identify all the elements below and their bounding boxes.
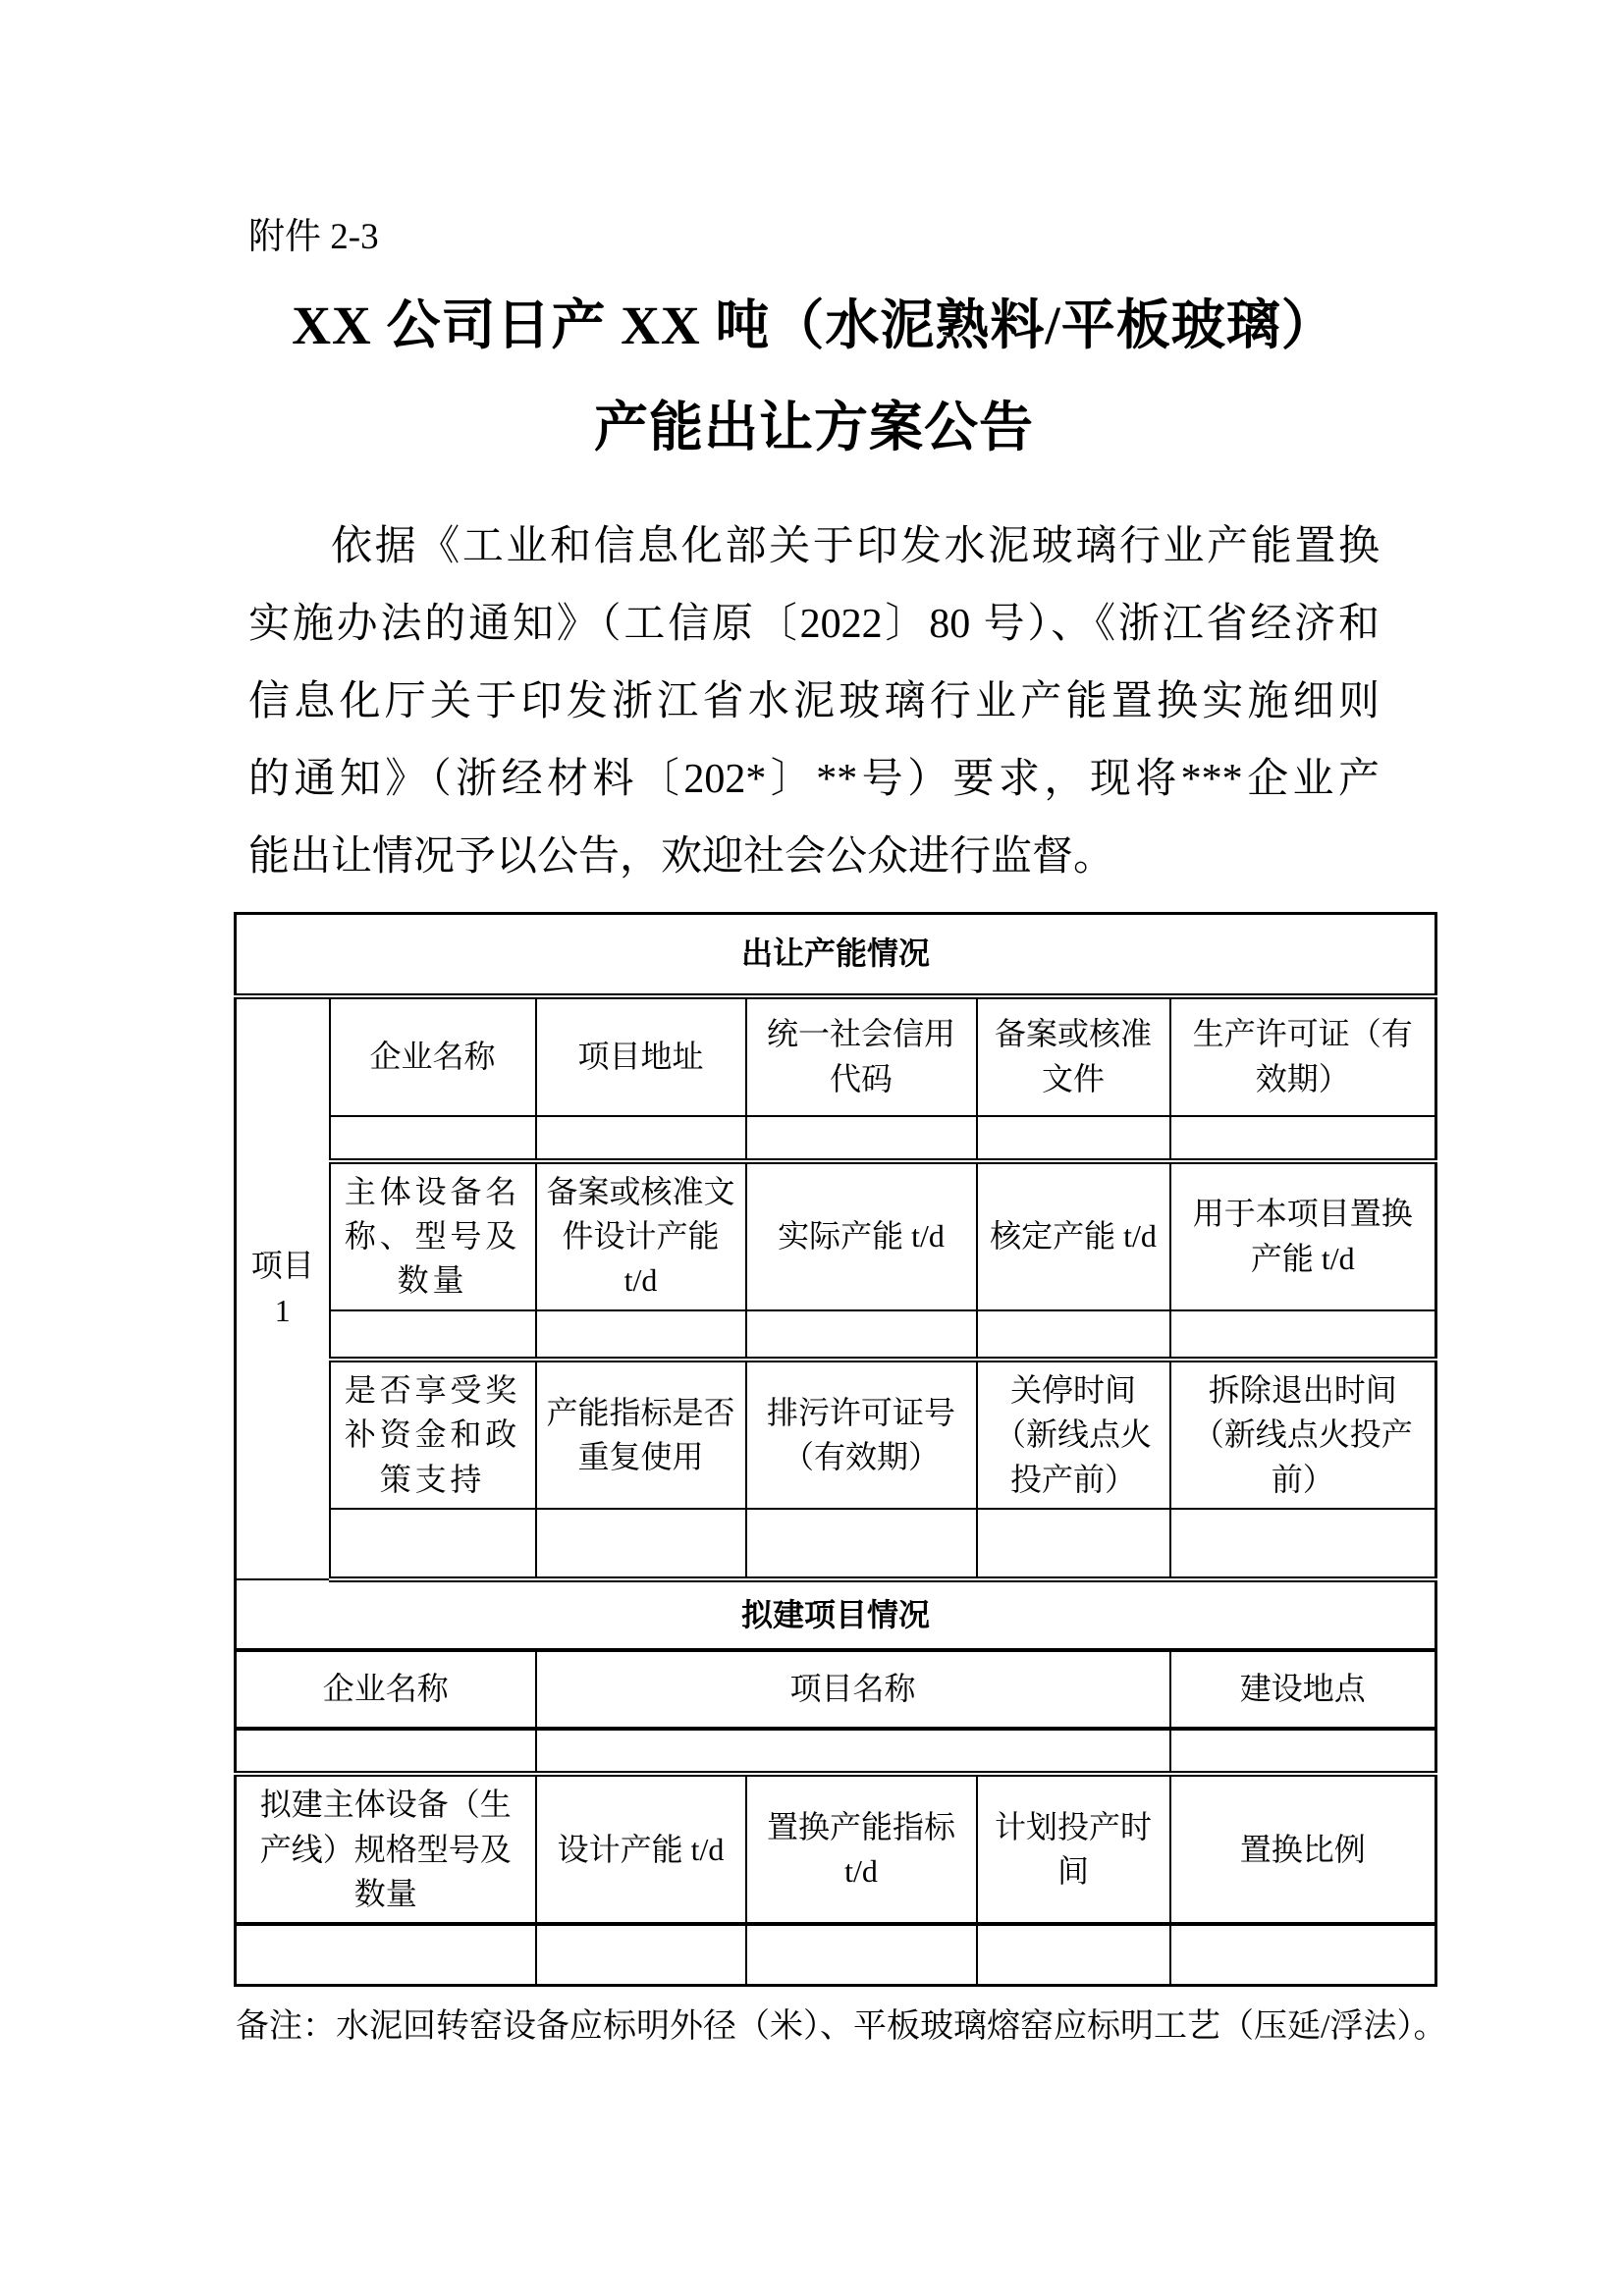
section1-header-row-1 [236,996,1436,1116]
empty-cell [977,1924,1170,1985]
document-title [248,275,1380,479]
header-cell-company-name: 企业名称 [330,996,536,1116]
section1-value-row-3 [236,1509,1436,1579]
header-cell-construction-site: 建设地点 [1170,1650,1436,1729]
header-cell-pollutant-permit: 排污许可证号（有效期） [746,1360,977,1509]
header-cell-subsidy-policy: 是否享受奖补资金和政策支持 [330,1360,536,1509]
empty-cell [330,1116,536,1161]
section1-header-row-2 [236,1161,1436,1310]
header-cell-new-project-name: 项目名称 [536,1650,1170,1729]
empty-cell [977,1116,1170,1161]
header-cell-replacement-capacity: 用于本项目置换产能 t/d [1170,1161,1436,1310]
intro-paragraph [248,508,1380,896]
header-cell-project-address: 项目地址 [536,996,746,1116]
header-cell-main-equipment: 主体设备名称、型号及数量 [330,1161,536,1310]
header-cell-replacement-ratio: 置换比例 [1170,1774,1436,1924]
header-cell-approved-capacity: 核定产能 t/d [977,1161,1170,1310]
paragraph-line: 信息化厅关于印发浙江省水泥玻璃行业产能置换实施细则 [248,679,1380,724]
empty-cell [977,1509,1170,1579]
empty-cell [977,1310,1170,1360]
section2-header-row-1 [236,1650,1436,1729]
header-cell-shutdown-time: 关停时间（新线点火投产前） [977,1360,1170,1509]
section1-value-row-2 [236,1310,1436,1360]
empty-cell [1170,1924,1436,1985]
attachment-label: 附件 2-3 [248,217,379,257]
header-cell-new-design-capacity: 设计产能 t/d [536,1774,746,1924]
document-title-line-1: XX 公司日产 XX 吨（水泥熟料/平板玻璃） [292,295,1336,355]
empty-cell [536,1924,746,1985]
section1-value-row-1 [236,1116,1436,1161]
header-cell-demolition-time: 拆除退出时间（新线点火投产前） [1170,1360,1436,1509]
empty-cell [746,1924,977,1985]
empty-cell [330,1310,536,1360]
empty-cell [236,1924,536,1985]
header-cell-credit-code: 统一社会信用代码 [746,996,977,1116]
empty-cell [1170,1310,1436,1360]
header-cell-indicator-reuse: 产能指标是否重复使用 [536,1360,746,1509]
empty-cell [536,1116,746,1161]
header-cell-production-license: 生产许可证（有效期） [1170,996,1436,1116]
empty-cell [236,1729,536,1774]
table-footnote: 备注：水泥回转窑设备应标明外径（米）、平板玻璃熔窑应标明工艺（压延/浮法）。 [236,2007,1447,2045]
project-label-cell: 项目1 [236,996,330,1580]
empty-cell [1170,1729,1436,1774]
header-cell-planned-equipment: 拟建主体设备（生产线）规格型号及数量 [236,1774,536,1924]
section2-value-row-2 [236,1924,1436,1985]
section1-title-row [236,914,1436,996]
document-title-line-2: 产能出让方案公告 [593,398,1034,457]
empty-cell [1170,1509,1436,1579]
empty-cell [536,1729,1170,1774]
paragraph-line: 能出让情况予以公告，欢迎社会公众进行监督。 [248,834,1115,880]
header-cell-planned-commission-time: 计划投产时间 [977,1774,1170,1924]
empty-cell [746,1509,977,1579]
header-cell-replacement-indicator: 置换产能指标 t/d [746,1774,977,1924]
empty-cell [1170,1116,1436,1161]
empty-cell [746,1116,977,1161]
capacity-transfer-table [234,912,1437,1987]
header-cell-new-company-name: 企业名称 [236,1650,536,1729]
header-cell-designed-capacity: 备案或核准文件设计产能 t/d [536,1161,746,1310]
section1-header-row-3 [236,1360,1436,1509]
header-cell-actual-capacity: 实际产能 t/d [746,1161,977,1310]
section1-title: 出让产能情况 [236,914,1436,996]
section2-value-row-1 [236,1729,1436,1774]
empty-cell [330,1509,536,1579]
empty-cell [746,1310,977,1360]
paragraph-line: 实施办法的通知》（工信原〔2022〕80 号）、《浙江省经济和 [248,602,1380,647]
paragraph-line: 依据《工业和信息化部关于印发水泥玻璃行业产能置换 [331,524,1380,569]
header-cell-filing-document: 备案或核准文件 [977,996,1170,1116]
section2-title-row [236,1579,1436,1650]
paragraph-line: 的通知》（浙经材料〔202*〕**号）要求，现将***企业产 [248,757,1380,802]
section2-header-row-2 [236,1774,1436,1924]
empty-cell [536,1310,746,1360]
empty-cell [536,1509,746,1579]
section2-title: 拟建项目情况 [236,1579,1436,1650]
